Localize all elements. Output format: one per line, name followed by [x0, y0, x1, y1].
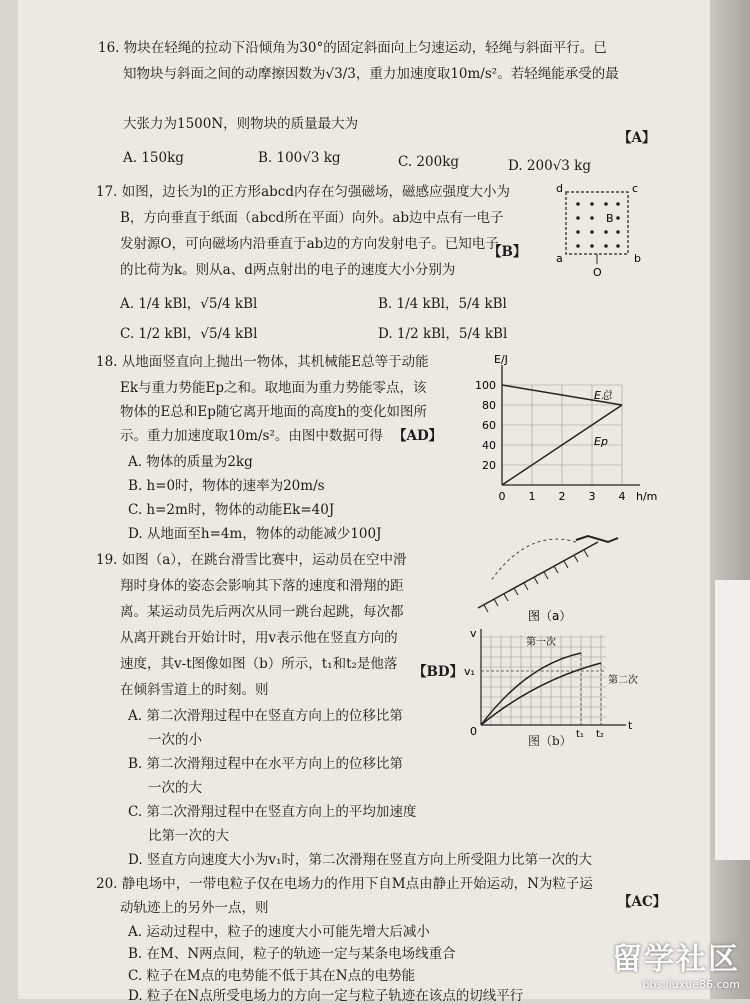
- vt-v1-label: v₁: [464, 665, 475, 678]
- chart-y-axis-label: E/J: [494, 353, 508, 366]
- q16-option-d: D. 200√3 kg: [508, 158, 591, 174]
- q20-option-a: A. 运动过程中，粒子的速度大小可能先增大后减小: [128, 924, 430, 940]
- chart-x-tick-label: 3: [588, 490, 596, 503]
- q18-option-d: D. 从地面至h=4m，物体的动能减少100J: [128, 526, 382, 542]
- field-label-b: B: [606, 212, 614, 225]
- chart-x-tick-label: 1: [528, 490, 536, 503]
- q18-answer: 【AD】: [393, 428, 443, 444]
- q19-answer: 【BD】: [413, 664, 464, 680]
- slope-line: [478, 542, 598, 608]
- chart-x-axis-label: h/m: [636, 490, 658, 503]
- q19-option-a: A. 第二次滑翔过程中在竖直方向上的位移比第: [128, 708, 403, 724]
- chart-y-tick-label: 40: [482, 439, 496, 452]
- q20-line1: 20. 静电场中，一带电粒子仅在电场力的作用下自M点由静止开始运动，N为粒子运: [96, 876, 593, 892]
- q19-line5: 速度，其v-t图像如图（b）所示，t₁和t₂是他落: [120, 656, 398, 672]
- vt-first-label: 第一次: [526, 637, 556, 648]
- chart-y-tick-label: 80: [482, 399, 496, 412]
- q18-line3: 物体的E总和Ep随它离开地面的高度h的变化如图所: [120, 404, 428, 420]
- q16-option-c: C. 200kg: [398, 154, 460, 170]
- field-dots: [576, 202, 620, 248]
- source-label-o: O: [593, 266, 602, 279]
- q19-ski-slope-figure: [458, 530, 628, 625]
- vt-v-label: v: [470, 627, 477, 640]
- chart-y-tick-label: 100: [475, 379, 496, 392]
- q17-option-a: A. 1/4 kBl，√5/4 kBl: [120, 296, 258, 312]
- q18-energy-chart: [458, 350, 658, 510]
- vt-t-label: t: [628, 719, 633, 732]
- q16-option-b: B. 100√3 kg: [258, 150, 341, 166]
- underlying-paper-strip: [715, 580, 750, 860]
- q20-answer: 【AC】: [618, 894, 667, 910]
- vt-second-label: 第二次: [608, 675, 638, 686]
- chart-series-label-1: Ep: [594, 435, 608, 448]
- q19-line2: 翔时身体的姿态会影响其下落的速度和滑翔的距: [120, 578, 404, 594]
- q18-line2: Ek与重力势能Ep之和。取地面为重力势能零点，该: [120, 380, 427, 396]
- q19-line6: 在倾斜雪道上的时刻。则: [120, 682, 269, 698]
- q17-square-figure: [548, 180, 658, 280]
- q16-option-a: A. 150kg: [123, 150, 184, 166]
- q16-line1: 16. 物块在轻绳的拉动下沿倾角为30°的固定斜面向上匀速运动，轻绳与斜面平行。已: [98, 40, 607, 56]
- chart-x-tick-label: 2: [558, 490, 566, 503]
- q19-option-a-cont: 一次的小: [148, 732, 202, 748]
- q18-line4: 示。重力加速度取10m/s²。由图中数据可得: [120, 428, 383, 444]
- q20-option-b: B. 在M、N两点间，粒子的轨迹一定与某条电场线重合: [128, 946, 456, 962]
- q19-line1: 19. 如图（a），在跳台滑雪比赛中，运动员在空中滑: [96, 552, 407, 568]
- q16-line3: 大张力为1500N，则物块的质量最大为: [123, 116, 359, 132]
- q17-answer: 【B】: [488, 244, 527, 260]
- q16-line2: 知物块与斜面之间的动摩擦因数为√3/3，重力加速度取10m/s²。若轻绳能承受的最: [123, 66, 619, 82]
- q17-line1: 17. 如图，边长为l的正方形abcd内存在匀强磁场，磁感应强度大小为: [96, 184, 510, 200]
- fig-b-caption: 图（b）: [528, 734, 572, 748]
- q19-option-c: C. 第二次滑翔过程中在竖直方向上的平均加速度: [128, 804, 417, 820]
- chart-series-label-0: E总: [594, 389, 612, 402]
- q18-line1: 18. 从地面竖直向上抛出一物体，其机械能E总等于动能: [96, 354, 429, 370]
- q19-line4: 从离开跳台开始计时，用v表示他在竖直方向的: [120, 630, 398, 646]
- vt-origin-label: 0: [470, 725, 477, 738]
- vt-t1-label: t₁: [576, 729, 584, 740]
- corner-label-a: a: [556, 252, 563, 265]
- corner-label-c: c: [632, 182, 639, 195]
- q16-answer: 【A】: [618, 130, 656, 146]
- chart-y-tick-label: 20: [482, 459, 496, 472]
- q17-option-b: B. 1/4 kBl，5/4 kBl: [378, 296, 507, 312]
- q17-option-c: C. 1/2 kBl，√5/4 kBl: [120, 326, 258, 342]
- chart-x-tick-label: 4: [618, 490, 626, 503]
- q17-line4: 的比荷为k。则从a、d两点射出的电子的速度大小分别为: [120, 262, 456, 278]
- q17-option-d: D. 1/2 kBl，5/4 kBl: [378, 326, 508, 342]
- q19-option-b-cont: 一次的大: [148, 780, 202, 796]
- chart-x-tick-label: 0: [498, 490, 506, 503]
- q18-option-b: B. h=0时，物体的速率为20m/s: [128, 478, 325, 494]
- watermark-url: bbs.liuxue86.com: [642, 978, 740, 991]
- q17-line2: B，方向垂直于纸面（abcd所在平面）向外。ab边中点有一电子: [120, 210, 504, 226]
- slope-hatching: [484, 550, 588, 612]
- q19-option-b: B. 第二次滑翔过程中在水平方向上的位移比第: [128, 756, 404, 772]
- q19-option-c-cont: 比第一次的大: [148, 828, 229, 844]
- site-watermark: [612, 934, 740, 991]
- exam-page: [18, 0, 718, 1004]
- q18-option-c: C. h=2m时，物体的动能Ek=40J: [128, 502, 335, 518]
- corner-label-d: d: [556, 182, 563, 195]
- ramp-top: [576, 536, 618, 542]
- q19-option-d: D. 竖直方向速度大小为v₁时，第二次滑翔在竖直方向上所受阻力比第一次的大: [128, 852, 592, 868]
- q17-line3: 发射源O，可向磁场内沿垂直于ab边的方向发射电子。已知电子: [120, 236, 499, 252]
- q18-option-a: A. 物体的质量为2kg: [128, 454, 253, 470]
- corner-label-b: b: [634, 252, 641, 265]
- q20-line2: 动轨迹上的另外一点，则: [120, 900, 269, 916]
- q20-option-c: C. 粒子在M点的电势能不低于其在N点的电势能: [128, 968, 416, 984]
- q20-option-d: D. 粒子在N点所受电场力的方向一定与粒子轨迹在该点的切线平行: [128, 988, 524, 1004]
- fig-a-caption: 图（a）: [528, 609, 572, 623]
- vt-t2-label: t₂: [596, 729, 604, 740]
- q19-line3: 离。某运动员先后两次从同一跳台起跳，每次都: [120, 604, 404, 620]
- chart-y-tick-label: 60: [482, 419, 496, 432]
- watermark-logo: 留学社区: [612, 942, 740, 977]
